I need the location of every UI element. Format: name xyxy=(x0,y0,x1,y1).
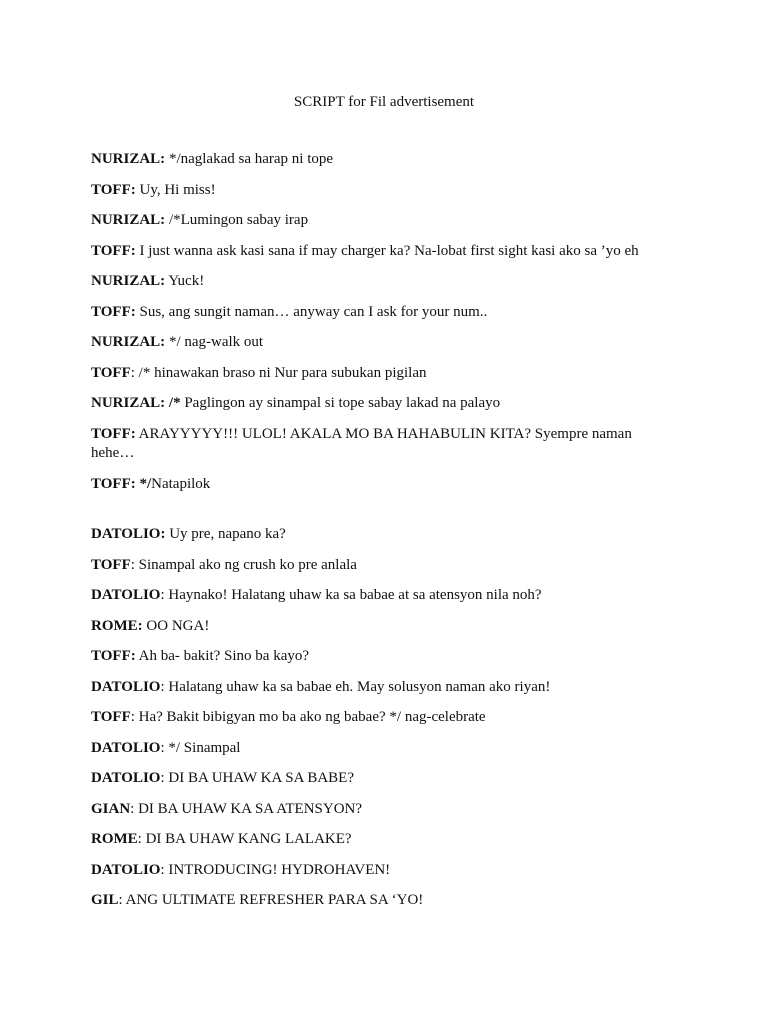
script-line xyxy=(91,678,663,698)
dialogue-text: */naglakad sa harap ni tope xyxy=(165,151,334,167)
speaker-name: DATOLIO xyxy=(91,739,161,756)
script-line xyxy=(91,272,663,292)
dialogue-text: : Ha? Bakit bibigyan mo ba ako ng babae? */ nag-celebrate xyxy=(130,709,486,725)
script-line xyxy=(91,586,663,606)
speaker-name: NURIZAL: xyxy=(91,212,166,228)
dialogue-text: Ah ba- bakit? Sino ba kayo? xyxy=(135,648,310,664)
script-body xyxy=(91,150,663,922)
dialogue-text: */ nag-walk out xyxy=(165,334,264,350)
dialogue-text: Uy pre, napano ka? xyxy=(165,526,286,542)
dialogue-text: : DI BA UHAW KA SA ATENSYON? xyxy=(130,800,363,817)
script-line xyxy=(91,617,663,637)
dialogue-text: ARAYYYYY!!! ULOL! AKALA MO BA HAHABULIN KITA? Syempre naman hehe… xyxy=(91,425,632,461)
speaker-name: ROME: xyxy=(91,617,143,634)
speaker-name: DATOLIO xyxy=(91,861,161,878)
dialogue-text: : Haynako! Halatang uhaw ka sa babae at sa atensyon nila noh? xyxy=(160,587,542,603)
script-line xyxy=(91,739,663,759)
script-line xyxy=(91,525,663,545)
dialogue-text: /*Lumingon sabay irap xyxy=(165,212,309,228)
script-line xyxy=(91,891,663,911)
script-line xyxy=(91,861,663,881)
dialogue-text: : Halatang uhaw ka sa babae eh. May solusyon naman ako riyan! xyxy=(160,678,551,695)
dialogue-text: : INTRODUCING! HYDROHAVEN! xyxy=(160,861,391,878)
speaker-name: NURIZAL: xyxy=(91,334,166,350)
dialogue-text: : DI BA UHAW KANG LALAKE? xyxy=(137,831,352,847)
speaker-name: TOFF xyxy=(91,556,131,573)
speaker-name: TOFF: xyxy=(91,303,136,320)
speaker-name: NURIZAL: /* xyxy=(91,395,181,411)
script-line xyxy=(91,364,663,384)
speaker-name: TOFF: xyxy=(91,648,136,664)
script-line xyxy=(91,181,663,201)
speaker-name: DATOLIO xyxy=(91,770,161,786)
speaker-name: GIL xyxy=(91,892,119,908)
dialogue-text: : */ Sinampal xyxy=(160,739,241,756)
speaker-name: NURIZAL: xyxy=(91,151,166,167)
script-line xyxy=(91,242,663,262)
script-line xyxy=(91,211,663,231)
speaker-name: DATOLIO: xyxy=(91,526,166,542)
script-line xyxy=(91,769,663,789)
speaker-name: TOFF: */ xyxy=(91,475,152,492)
script-line xyxy=(91,394,663,414)
dialogue-text: Yuck! xyxy=(165,273,205,289)
script-line xyxy=(91,647,663,667)
speaker-name: DATOLIO xyxy=(91,587,161,603)
script-line xyxy=(91,800,663,820)
script-line xyxy=(91,830,663,850)
speaker-name: TOFF xyxy=(91,709,131,725)
script-line xyxy=(91,425,663,464)
dialogue-text: : DI BA UHAW KA SA BABE? xyxy=(160,770,355,786)
speaker-name: TOFF: xyxy=(91,425,136,442)
speaker-name: NURIZAL: xyxy=(91,273,166,289)
dialogue-text: : Sinampal ako ng crush ko pre anlala xyxy=(130,556,357,573)
speaker-name: TOFF xyxy=(91,364,131,381)
script-line xyxy=(91,475,663,495)
speaker-name: TOFF: xyxy=(91,242,136,259)
script-line xyxy=(91,708,663,728)
dialogue-text: I just wanna ask kasi sana if may charger ka? Na-lobat first sight kasi ako sa ’yo eh xyxy=(135,242,639,259)
dialogue-text: Natapilok xyxy=(151,475,211,492)
speaker-name: ROME xyxy=(91,831,138,847)
dialogue-text: Paglingon ay sinampal si tope sabay lakad na palayo xyxy=(180,395,501,411)
script-line xyxy=(91,303,663,323)
script-line xyxy=(91,150,663,170)
dialogue-text: OO NGA! xyxy=(142,617,210,634)
script-line xyxy=(91,333,663,353)
document-title: SCRIPT for Fil advertisement xyxy=(293,94,475,110)
script-line xyxy=(91,556,663,576)
speaker-name: GIAN xyxy=(91,800,131,817)
dialogue-text: Sus, ang sungit naman… anyway can I ask for your num.. xyxy=(135,303,488,320)
dialogue-text: Uy, Hi miss! xyxy=(135,181,216,198)
speaker-name: DATOLIO xyxy=(91,678,161,695)
dialogue-text: : ANG ULTIMATE REFRESHER PARA SA ‘YO! xyxy=(118,892,424,908)
dialogue-text: : /* hinawakan braso ni Nur para subukan pigilan xyxy=(130,364,427,381)
speaker-name: TOFF: xyxy=(91,181,136,198)
